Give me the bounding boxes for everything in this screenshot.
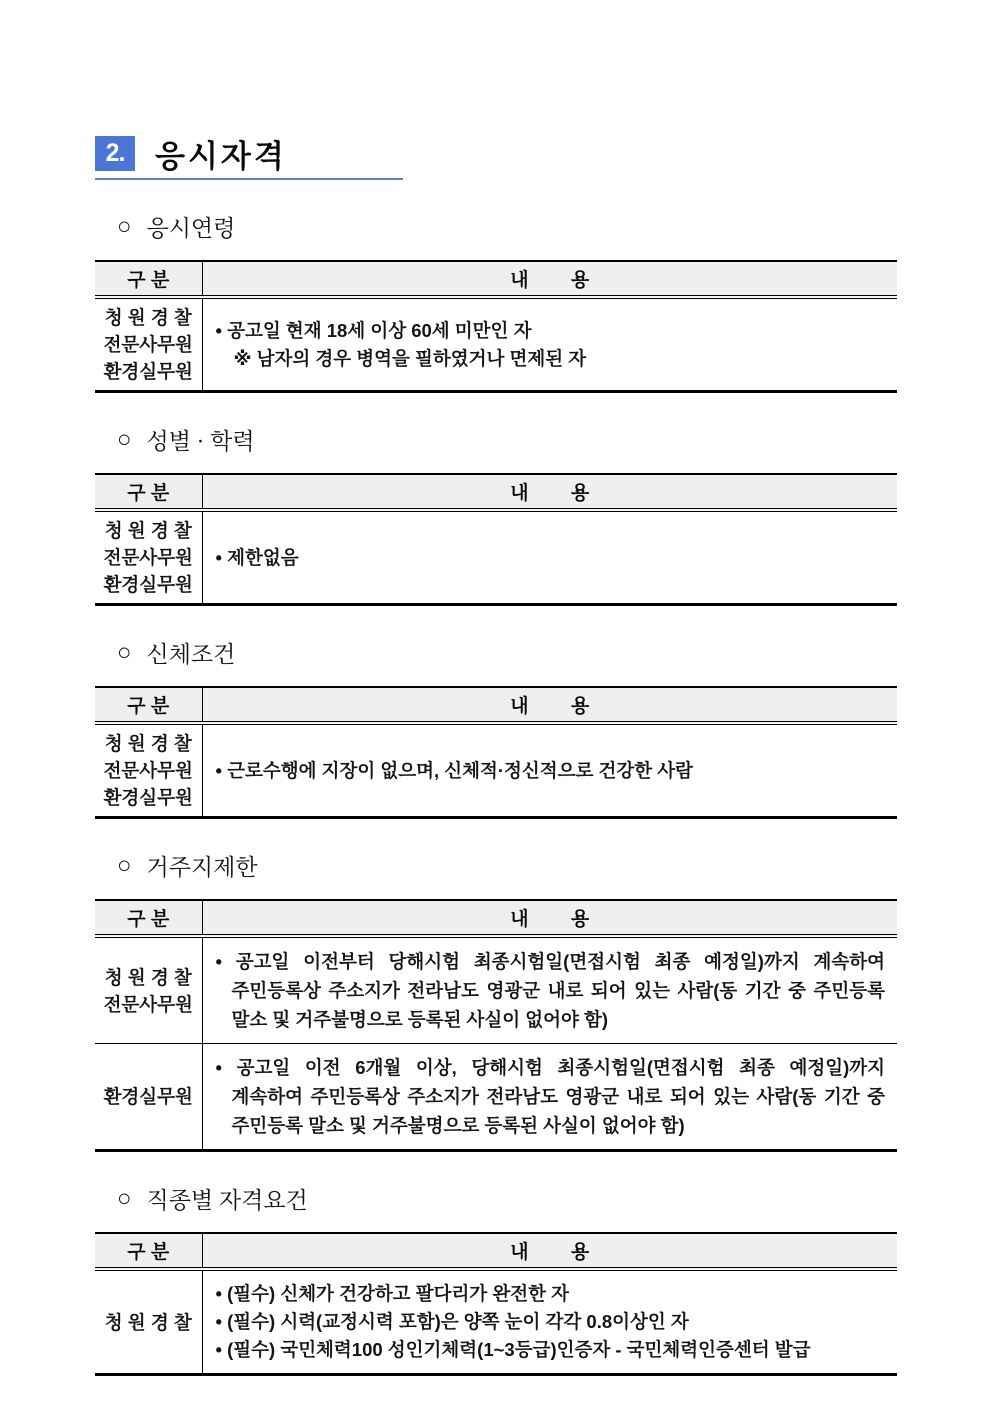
content-cell: • (필수) 신체가 건강하고 팔다리가 완전한 자 • (필수) 시력(교정시력 포함)은 양쪽 눈이 각각 0.8이상인 자 • (필수) 국민체력100 성인기체력(1~3등급)인증자 - 국민체력인증센터 발급 (215, 1283, 811, 1360)
section-heading-text: 거주지제한 (146, 855, 258, 880)
page-title-text: 응시자격 (155, 139, 287, 174)
content-cell: • 공고일 이전부터 당해시험 최종시험일(면접시험 최종 예정일)까지 계속하여 주민등록상 주소지가 전라남도 영광군 내로 되어 있는 사람(동 기간 중 주민등록 말소 및 거주불명으로 등록된 사실이 없어야 함) (215, 951, 885, 1030)
table-header-category: 구 분 (95, 687, 202, 723)
table-header-content: 내 용 (202, 900, 897, 936)
table-row (95, 1269, 897, 1375)
section-gender-education (95, 423, 897, 606)
section-heading-text: 성별 · 학력 (146, 429, 255, 454)
section-physical (95, 636, 897, 819)
table-header-category: 구 분 (95, 261, 202, 297)
table-header-row (95, 687, 897, 723)
section-heading-gender-education (95, 423, 897, 456)
section-age (95, 210, 897, 393)
content-cell: • 공고일 이전 6개월 이상, 당해시험 최종시험일(면접시험 최종 예정일)까지 계속하여 주민등록상 주소지가 전라남도 영광군 내로 되어 있는 사람(동 기간 중 주민등록 말소 및 거주불명으로 등록된 사실이 없어야 함) (202, 1044, 897, 1151)
table-header-category: 구 분 (95, 900, 202, 936)
category-cell: 청 원 경 찰 전문사무원 환경실무원 (95, 297, 202, 392)
category-cell: 청 원 경 찰 전문사무원 환경실무원 (95, 723, 202, 818)
section-residence (95, 849, 897, 1152)
section-heading-age (95, 210, 897, 243)
section-heading-text: 직종별 자격요건 (146, 1188, 308, 1213)
circle-bullet-icon: ○ (117, 852, 132, 879)
table-header-content: 내 용 (202, 687, 897, 723)
section-heading-physical (95, 636, 897, 669)
section-heading-residence (95, 849, 897, 882)
circle-bullet-icon: ○ (117, 639, 132, 666)
content-cell: • 근로수행에 지장이 없으며, 신체적·정신적으로 건강한 사람 (215, 759, 694, 781)
table-header-content: 내 용 (202, 261, 897, 297)
table-header-category: 구 분 (95, 474, 202, 510)
table-header-row (95, 261, 897, 297)
gender-education-table (95, 473, 897, 606)
table-row (95, 1044, 897, 1151)
section-job-requirements (95, 1182, 897, 1376)
page-title (95, 131, 897, 176)
residence-table (95, 899, 897, 1152)
table-header-content: 내 용 (202, 1233, 897, 1269)
physical-table (95, 686, 897, 819)
content-cell: • 공고일 현재 18세 이상 60세 미만인 자 ※ 남자의 경우 병역을 필하였거나 면제된 자 (215, 319, 587, 369)
job-requirements-table (95, 1232, 897, 1376)
section-heading-text: 신체조건 (146, 642, 236, 667)
category-cell: 환경실무원 (95, 1044, 202, 1151)
title-underline (95, 178, 403, 180)
section-number-badge: 2. (95, 136, 135, 171)
circle-bullet-icon: ○ (117, 426, 132, 453)
section-heading-text: 응시연령 (146, 216, 236, 241)
category-cell: 청 원 경 찰 전문사무원 (95, 936, 202, 1044)
age-table (95, 260, 897, 393)
circle-bullet-icon: ○ (117, 1185, 132, 1212)
table-row (95, 297, 897, 392)
table-row (95, 936, 897, 1044)
table-header-row (95, 900, 897, 936)
table-header-category: 구 분 (95, 1233, 202, 1269)
content-cell: • 제한없음 (215, 546, 299, 568)
section-heading-job-requirements (95, 1182, 897, 1215)
table-header-row (95, 1233, 897, 1269)
table-row (95, 723, 897, 818)
table-header-row (95, 474, 897, 510)
circle-bullet-icon: ○ (117, 213, 132, 240)
table-header-content: 내 용 (202, 474, 897, 510)
category-cell: 청 원 경 찰 (95, 1269, 202, 1375)
table-row (95, 510, 897, 605)
category-cell: 청 원 경 찰 전문사무원 환경실무원 (95, 510, 202, 605)
